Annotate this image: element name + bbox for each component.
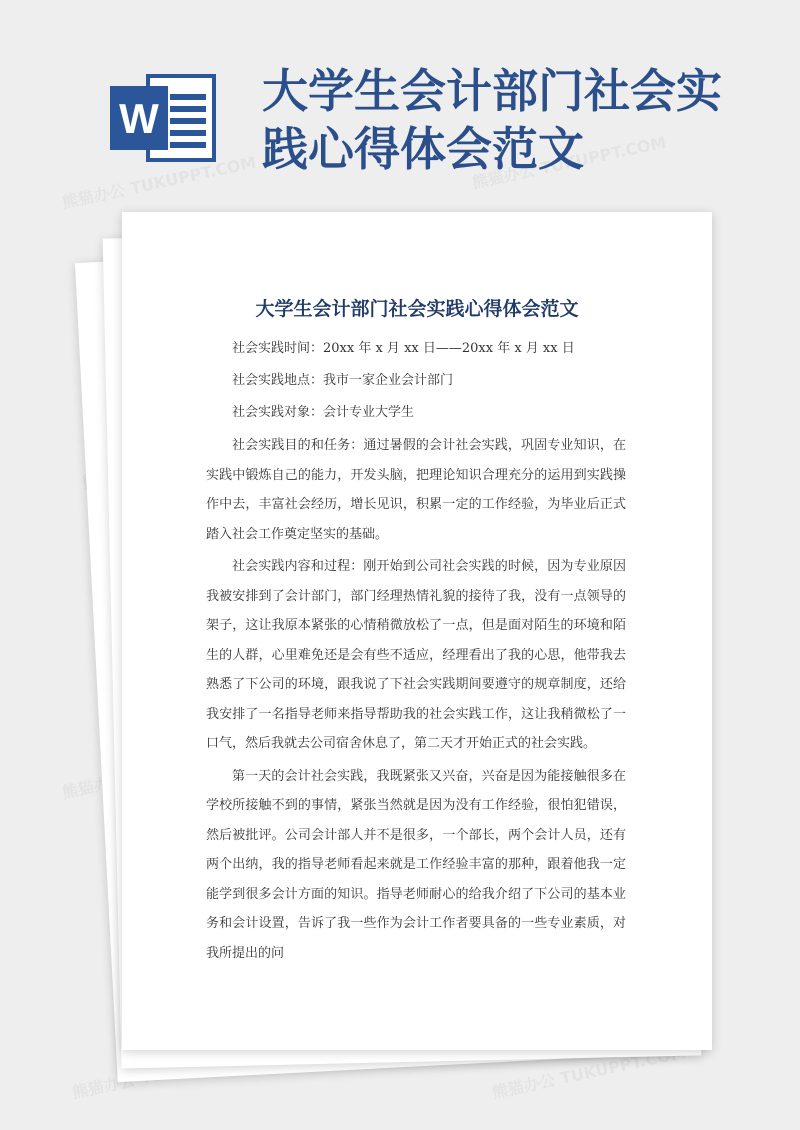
paragraph-first-day: 第一天的会计社会实践，我既紧张又兴奋，兴奋是因为能接触很多在学校所接触不到的事情，紧张当然就是因为没有工作经验，很怕犯错误，然后被批评。公司会计部人并不是很多，一个部长，两个会计人员，还有两个出纳，我的指导老师看起来就是工作经验丰富的那种，跟着他我一定能学到很多会计方面的知识。指导老师耐心的给我介绍了下公司的基本业务和会计设置，告诉了我一些作为会计工作者要具备的一些专业素质，对我所提出的问 bbox=[206, 768, 626, 961]
paragraph-purpose: 社会实践目的和任务：通过暑假的会计社会实践，巩固专业知识，在实践中锻炼自己的能力，开发头脑，把理论知识合理充分的运用到实践操作中去，丰富社会经历，增长见识，积累一定的工作经验，为毕业后正式踏入社会工作奠定坚实的基础。 bbox=[206, 438, 626, 542]
info-line-place: 社会实践地点：我市一家企业会计部门 bbox=[232, 373, 454, 388]
logo-letter: W bbox=[119, 95, 159, 142]
info-line-target: 社会实践对象：会计专业大学生 bbox=[232, 405, 415, 420]
paragraph-process: 社会实践内容和过程：刚开始到公司社会实践的时候，因为专业原因我被安排到了会计部门，部门经理热情礼貌的接待了我，没有一点领导的架子，这让我原本紧张的心情稍微放松了一点，但是面对陌生的环境和陌生的人群，心里难免还是会有些不适应，经理看出了我的心思，他带我去熟悉了下公司的环境，跟我说了下社会实践期间要遵守的规章制度，还给我安排了一名指导老师来指导帮助我的社会实践工作，这让我稍微松了一口气，然后我就去公司宿舍休息了，第二天才开始正式的社会实践。 bbox=[206, 559, 626, 751]
document-body bbox=[206, 333, 626, 968]
word-logo-icon bbox=[110, 72, 218, 164]
page-title: 大学生会计部门社会实践心得体会范文 bbox=[262, 64, 722, 176]
document-title: 大学生会计部门社会实践心得体会范文 bbox=[255, 298, 579, 320]
info-line-time: 社会实践时间：20xx 年 x 月 xx 日——20xx 年 x 月 xx 日 bbox=[232, 341, 575, 356]
